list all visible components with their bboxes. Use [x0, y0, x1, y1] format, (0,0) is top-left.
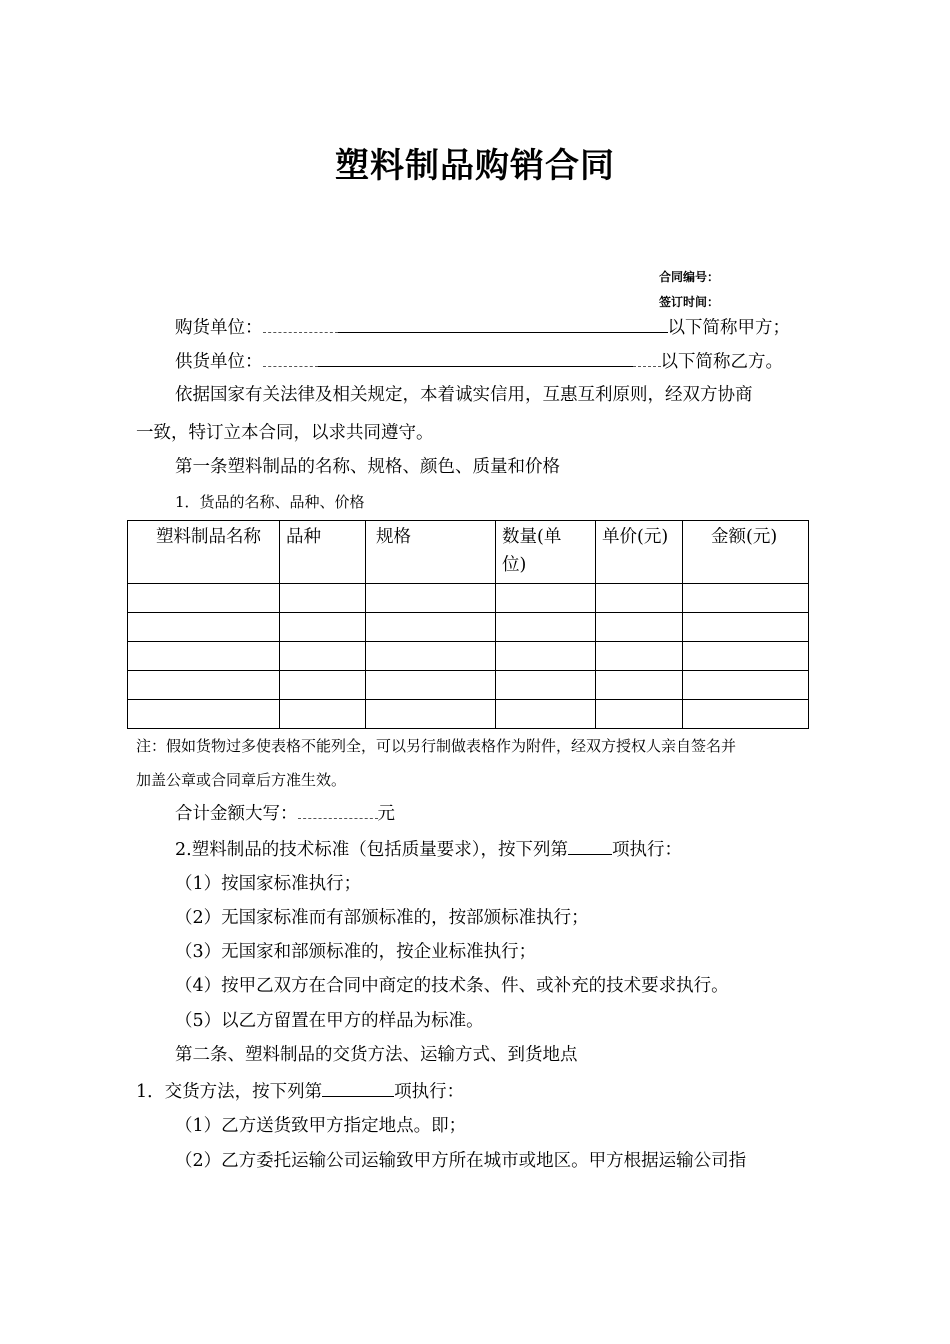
table-cell[interactable]	[683, 671, 809, 700]
table-cell[interactable]	[128, 642, 280, 671]
standard-item-4: （4）按甲乙双方在合同中商定的技术条、件、或补充的技术要求执行。	[175, 976, 729, 996]
tech-standard-line	[175, 838, 682, 861]
buyer-suffix: 以下简称甲方；	[667, 318, 790, 338]
tech-standard-field[interactable]	[568, 838, 612, 855]
table-row	[128, 613, 809, 642]
table-cell[interactable]	[366, 700, 496, 729]
table-header-cell: 金额(元)	[683, 521, 809, 584]
buyer-label: 购货单位：	[175, 318, 263, 338]
table-cell[interactable]	[280, 642, 366, 671]
article2-title: 第二条、塑料制品的交货方法、运输方式、到货地点	[175, 1045, 578, 1065]
sign-date-label: 签订时间：	[659, 295, 720, 309]
tech-standard-text: 2.塑料制品的技术标准（包括质量要求），按下列第	[175, 840, 568, 860]
delivery-method-line	[136, 1080, 464, 1103]
table-cell[interactable]	[496, 584, 596, 613]
table-cell[interactable]	[280, 584, 366, 613]
buyer-field[interactable]	[338, 316, 668, 333]
table-row	[128, 584, 809, 613]
intro-paragraph-line2: 一致，特订立本合同，以求共同遵守。	[136, 423, 434, 443]
table-note-line1: 注：假如货物过多使表格不能列全，可以另行制做表格作为附件，经双方授权人亲自签名并	[136, 737, 737, 755]
table-cell[interactable]	[366, 671, 496, 700]
document-title: 塑料制品购销合同	[335, 146, 615, 186]
intro-paragraph-line1: 依据国家有关法律及相关规定，本着诚实信用，互惠互利原则，经双方协商	[175, 385, 753, 405]
standard-item-3: （3）无国家和部颁标准的，按企业标准执行；	[175, 942, 537, 962]
delivery-method-text: 1．交货方法，按下列第	[136, 1082, 323, 1102]
table-cell[interactable]	[128, 671, 280, 700]
buyer-line	[175, 316, 790, 339]
total-amount-field[interactable]	[298, 802, 378, 819]
table-header-cell: 塑料制品名称	[128, 521, 280, 584]
table-cell[interactable]	[128, 584, 280, 613]
table-cell[interactable]	[596, 613, 683, 642]
tech-standard-suffix: 项执行：	[611, 840, 682, 860]
seller-blank-tail[interactable]	[633, 350, 661, 367]
table-cell[interactable]	[596, 671, 683, 700]
seller-line	[175, 350, 783, 373]
buyer-blank-lead[interactable]	[263, 316, 338, 333]
goods-table	[127, 520, 809, 729]
table-cell[interactable]	[683, 584, 809, 613]
total-amount-suffix: 元	[377, 804, 395, 824]
total-amount-label: 合计金额大写：	[175, 804, 298, 824]
table-row	[128, 671, 809, 700]
table-row	[128, 642, 809, 671]
standard-item-1: （1）按国家标准执行；	[175, 874, 362, 894]
table-cell[interactable]	[683, 642, 809, 671]
table-cell[interactable]	[366, 584, 496, 613]
article1-title: 第一条塑料制品的名称、规格、颜色、质量和价格	[175, 457, 560, 477]
table-cell[interactable]	[683, 700, 809, 729]
delivery-item-2: （2）乙方委托运输公司运输致甲方所在城市或地区。甲方根据运输公司指	[175, 1151, 747, 1171]
table-header-cell: 规格	[366, 521, 496, 584]
table-cell[interactable]	[596, 584, 683, 613]
table-cell[interactable]	[128, 700, 280, 729]
delivery-method-field[interactable]	[322, 1080, 394, 1097]
table-cell[interactable]	[128, 613, 280, 642]
standard-item-2: （2）无国家标准而有部颁标准的，按部颁标准执行；	[175, 908, 589, 928]
table-note-line2: 加盖公章或合同章后方准生效。	[136, 771, 347, 789]
table-cell[interactable]	[280, 613, 366, 642]
delivery-method-suffix: 项执行：	[394, 1082, 465, 1102]
table-cell[interactable]	[366, 642, 496, 671]
table-cell[interactable]	[496, 671, 596, 700]
seller-label: 供货单位：	[175, 352, 263, 372]
seller-suffix: 以下简称乙方。	[660, 352, 783, 372]
total-amount-line	[175, 802, 395, 825]
table-cell[interactable]	[596, 642, 683, 671]
table-cell[interactable]	[280, 671, 366, 700]
table-row	[128, 700, 809, 729]
table-cell[interactable]	[496, 642, 596, 671]
delivery-item-1: （1）乙方送货致甲方指定地点。即；	[175, 1116, 467, 1136]
table-header-cell: 单价(元)	[596, 521, 683, 584]
table-header-row	[128, 521, 809, 584]
table-header-cell: 数量(单位)	[496, 521, 596, 584]
table-header-cell: 品种	[280, 521, 366, 584]
seller-field[interactable]	[318, 350, 633, 367]
table-cell[interactable]	[596, 700, 683, 729]
table-cell[interactable]	[496, 700, 596, 729]
table-cell[interactable]	[683, 613, 809, 642]
table-cell[interactable]	[496, 613, 596, 642]
table-cell[interactable]	[280, 700, 366, 729]
contract-number-label: 合同编号：	[659, 270, 720, 284]
table-cell[interactable]	[366, 613, 496, 642]
standard-item-5: （5）以乙方留置在甲方的样品为标准。	[175, 1011, 484, 1031]
article1-subtitle: 1．货品的名称、品种、价格	[175, 493, 365, 511]
seller-blank-lead[interactable]	[263, 350, 318, 367]
